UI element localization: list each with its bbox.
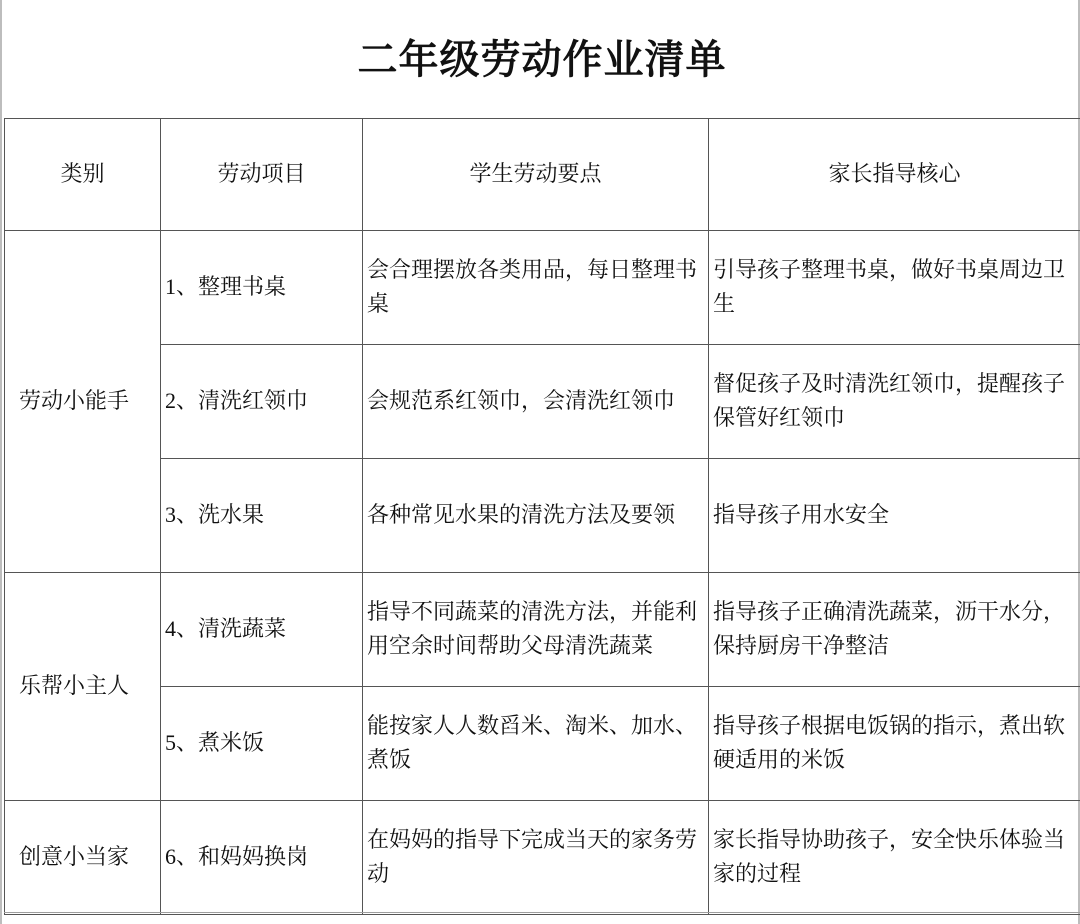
category-cell: 创意小当家 [5, 801, 161, 915]
item-cell [161, 801, 363, 915]
table-row [5, 801, 1080, 915]
header-student-points: 学生劳动要点 [363, 119, 709, 231]
item-cell [161, 687, 363, 801]
item-number: 1 [165, 274, 176, 299]
table-header-row [5, 119, 1080, 231]
item-label: 整理书桌 [198, 275, 287, 300]
category-cell: 乐帮小主人 [5, 573, 161, 801]
item-cell [161, 459, 363, 573]
item-label: 煮米饭 [198, 731, 265, 756]
item-number: 2 [165, 388, 176, 413]
item-cell [161, 231, 363, 345]
student-point-cell: 会合理摆放各类用品，每日整理书桌 [363, 231, 709, 345]
item-separator: 、 [176, 731, 199, 756]
item-number: 5 [165, 730, 176, 755]
student-point-cell: 各种常见水果的清洗方法及要领 [363, 459, 709, 573]
item-number: 4 [165, 616, 176, 641]
parent-guide-cell: 督促孩子及时清洗红领巾，提醒孩子保管好红领巾 [709, 345, 1080, 459]
header-category: 类别 [5, 119, 161, 231]
table-row [5, 573, 1080, 687]
table-row [5, 459, 1080, 573]
item-separator: 、 [176, 389, 199, 414]
item-label: 和妈妈换岗 [198, 845, 309, 870]
parent-guide-cell: 指导孩子正确清洗蔬菜，沥干水分，保持厨房干净整洁 [709, 573, 1080, 687]
item-cell [161, 345, 363, 459]
item-separator: 、 [176, 275, 199, 300]
parent-guide-cell: 引导孩子整理书桌，做好书桌周边卫生 [709, 231, 1080, 345]
item-number: 3 [165, 502, 176, 527]
parent-guide-cell: 指导孩子用水安全 [709, 459, 1080, 573]
item-cell [161, 573, 363, 687]
table-row [5, 687, 1080, 801]
item-label: 清洗蔬菜 [198, 617, 287, 642]
table-row [5, 231, 1080, 345]
parent-guide-cell: 指导孩子根据电饭锅的指示，煮出软硬适用的米饭 [709, 687, 1080, 801]
student-point-cell: 在妈妈的指导下完成当天的家务劳动 [363, 801, 709, 915]
student-point-cell: 能按家人人数舀米、淘米、加水、煮饭 [363, 687, 709, 801]
header-labor-item: 劳动项目 [161, 119, 363, 231]
document-title: 二年级劳动作业清单 [357, 37, 727, 83]
parent-guide-cell: 家长指导协助孩子，安全快乐体验当家的过程 [709, 801, 1080, 915]
item-number: 6 [165, 844, 176, 869]
bottom-divider [4, 912, 1080, 913]
header-parent-guidance: 家长指导核心 [709, 119, 1080, 231]
item-separator: 、 [176, 617, 199, 642]
item-separator: 、 [176, 503, 199, 528]
item-label: 清洗红领巾 [198, 389, 309, 414]
student-point-cell: 指导不同蔬菜的清洗方法，并能利用空余时间帮助父母清洗蔬菜 [363, 573, 709, 687]
student-point-cell: 会规范系红领巾，会清洗红领巾 [363, 345, 709, 459]
item-label: 洗水果 [198, 503, 265, 528]
category-cell: 劳动小能手 [5, 231, 161, 573]
item-separator: 、 [176, 845, 199, 870]
table-row [5, 345, 1080, 459]
labor-checklist-table [4, 118, 1080, 915]
